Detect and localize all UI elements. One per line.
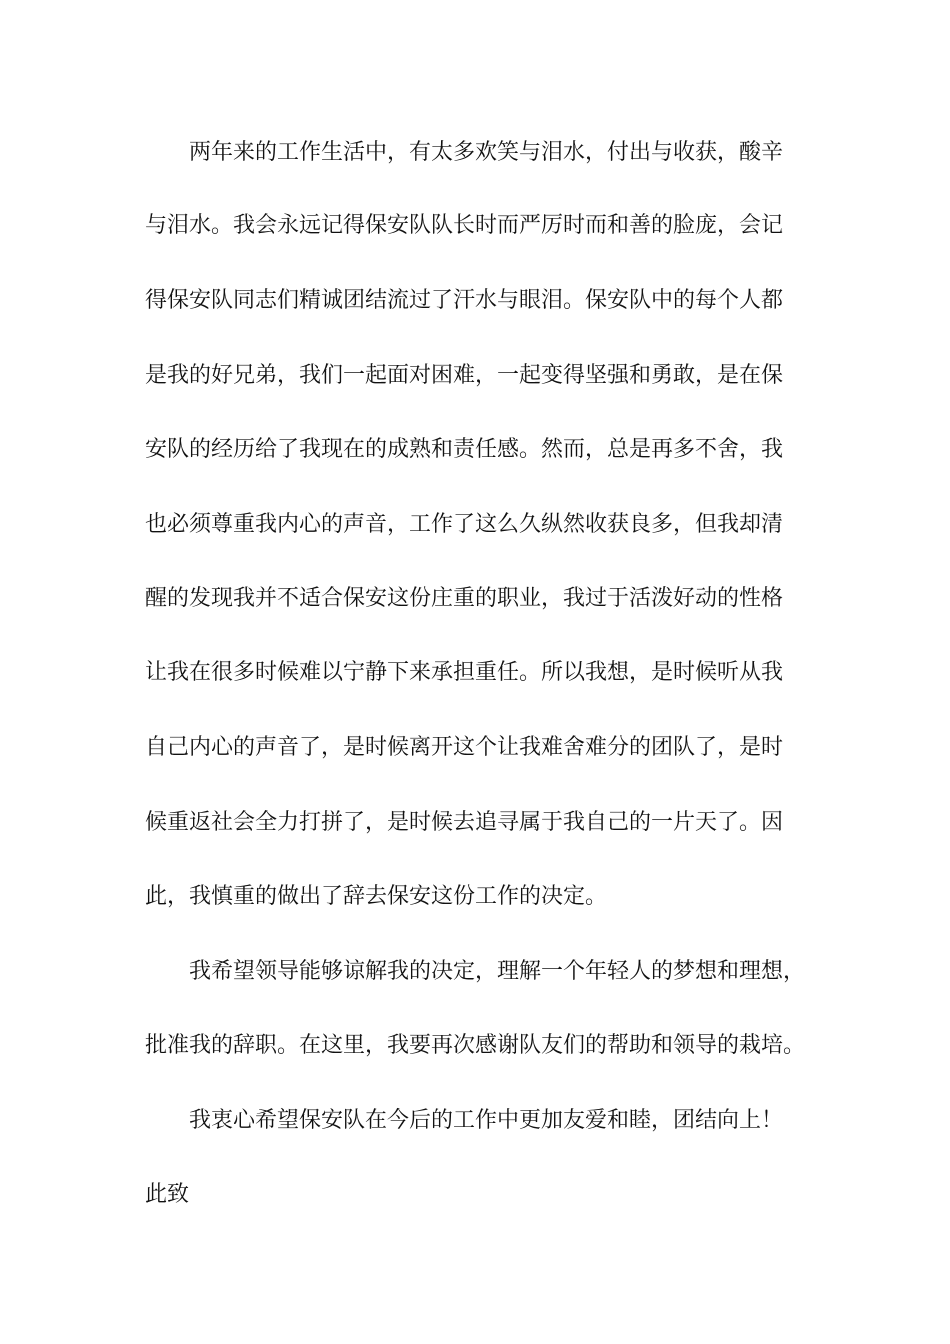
closing-salutation: 此致 xyxy=(145,1182,190,1207)
paragraph-1-line-7: 醒的发现我并不适合保安这份庄重的职业，我过于活泼好动的性格 xyxy=(145,586,784,611)
paragraph-2-line-2: 批准我的辞职。在这里，我要再次感谢队友们的帮助和领导的栽培。 xyxy=(145,1033,806,1058)
paragraph-1-line-3: 得保安队同志们精诚团结流过了汗水与眼泪。保安队中的每个人都 xyxy=(145,288,784,313)
paragraph-1-line-9: 自己内心的声音了，是时候离开这个让我难舍难分的团队了，是时 xyxy=(145,735,784,760)
paragraph-3-line-1: 我衷心希望保安队在今后的工作中更加友爱和睦，团结向上！ xyxy=(189,1108,784,1133)
paragraph-1-line-2: 与泪水。我会永远记得保安队队长时而严厉时而和善的脸庞，会记 xyxy=(145,213,784,238)
paragraph-1-line-4: 是我的好兄弟，我们一起面对困难，一起变得坚强和勇敢，是在保 xyxy=(145,363,784,388)
paragraph-1-line-11: 此，我慎重的做出了辞去保安这份工作的决定。 xyxy=(145,884,608,909)
paragraph-1-line-8: 让我在很多时候难以宁静下来承担重任。所以我想，是时候听从我 xyxy=(145,660,784,685)
paragraph-1-line-5: 安队的经历给了我现在的成熟和责任感。然而，总是再多不舍，我 xyxy=(145,437,784,462)
paragraph-2-line-1: 我希望领导能够谅解我的决定，理解一个年轻人的梦想和理想， xyxy=(189,959,806,984)
paragraph-1-line-6: 也必须尊重我内心的声音，工作了这么久纵然收获良多，但我却清 xyxy=(145,512,784,537)
paragraph-1-line-10: 候重返社会全力打拼了，是时候去追寻属于我自己的一片天了。因 xyxy=(145,810,784,835)
paragraph-1-line-1: 两年来的工作生活中，有太多欢笑与泪水，付出与收获，酸辛 xyxy=(189,140,784,165)
